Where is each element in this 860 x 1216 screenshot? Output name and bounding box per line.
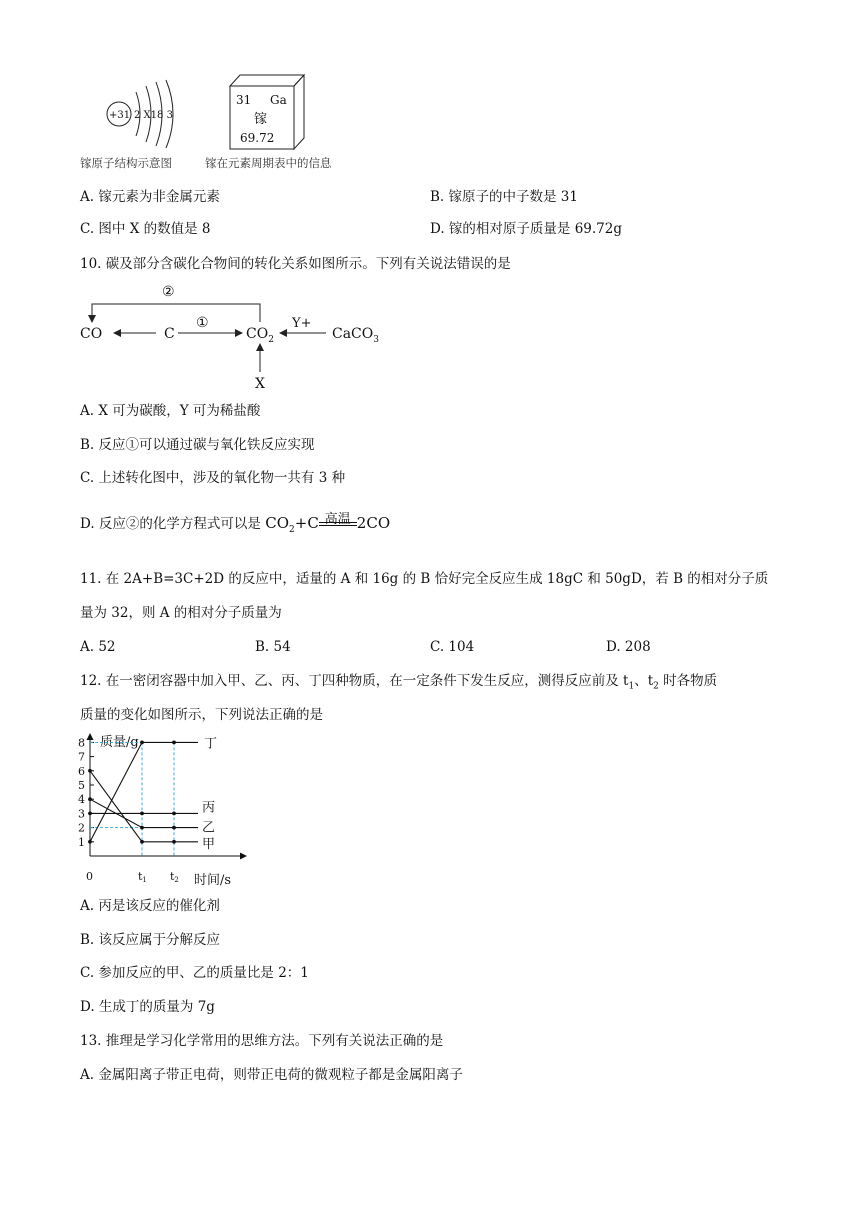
series-label: 丙 — [202, 800, 216, 816]
y-tick-label: 4 — [78, 793, 85, 807]
data-point — [140, 840, 144, 844]
series-line-3 — [90, 771, 198, 842]
data-point — [88, 769, 92, 773]
caption-cell: 镓在元素周期表中的信息 — [205, 156, 332, 170]
equation: $CO_2+C$ 高温 2CO — [265, 512, 391, 535]
y-tick-label: 2 — [78, 821, 85, 835]
data-point — [140, 741, 144, 745]
q12-option-c: C. 参加反应的甲、乙的质量比是 2：1 — [80, 965, 309, 981]
periodic-cell — [226, 72, 308, 152]
data-point — [172, 812, 176, 816]
condition-label: 高温 — [324, 512, 351, 527]
q10-stem: 10. 碳及部分含碳化合物间的转化关系如图所示。下列有关说法错误的是 — [80, 256, 511, 272]
q12-option-b: B. 该反应属于分解反应 — [80, 932, 221, 948]
series-label: 甲 — [202, 836, 216, 852]
q9-option-b: B. 镓原子的中子数是 31 — [430, 189, 578, 205]
q12-option-d: D. 生成丁的质量为 7g — [80, 999, 215, 1015]
q11-option-a: A. 52 — [80, 639, 116, 655]
reagent-y: Y+ — [292, 316, 312, 331]
x-axis-label: 时间/s — [194, 873, 232, 888]
y-tick-label: 3 — [78, 807, 85, 821]
x-tick-label: t1 — [138, 870, 147, 884]
node-caco3: CaCO$_3$ — [332, 326, 379, 345]
q11-stem-line2: 量为 32，则 A 的相对分子质量为 — [80, 605, 282, 621]
data-point — [140, 812, 144, 816]
series-label: 乙 — [202, 820, 216, 836]
q10-option-b: B. 反应①可以通过碳与氧化铁反应实现 — [80, 437, 315, 453]
q12-stem-line2: 质量的变化如图所示，下列说法正确的是 — [80, 707, 323, 723]
mass-time-chart — [76, 728, 256, 890]
q9-option-c: C. 图中 X 的数值是 8 — [80, 221, 211, 237]
x-tick-label: 0 — [86, 870, 93, 883]
node-co2: $CO_2$ — [246, 326, 274, 345]
shell-electrons: 2 X18 3 — [134, 110, 173, 121]
node-co: CO — [80, 326, 103, 342]
q11-option-b: B. 54 — [255, 639, 291, 655]
q12-option-a: A. 丙是该反应的催化剂 — [80, 898, 220, 914]
q12-stem-line1: 12. 在一密闭容器中加入甲、乙、丙、丁四种物质，在一定条件下发生反应，测得反应前及 $t_1$、$t_2$ 时各物质 — [80, 673, 718, 692]
data-point — [88, 812, 92, 816]
data-point — [172, 840, 176, 844]
q10-option-d-prefix: D. 反应②的化学方程式可以是 — [80, 516, 261, 532]
data-point — [140, 826, 144, 830]
data-point — [88, 840, 92, 844]
q10-option-c: C. 上述转化图中，涉及的氧化物一共有 3 种 — [80, 470, 346, 486]
data-point — [172, 741, 176, 745]
q9-option-d: D. 镓的相对原子质量是 69.72g — [430, 221, 623, 237]
y-tick-label: 1 — [78, 835, 85, 849]
y-tick-label: 6 — [78, 764, 85, 778]
reagent-x: X — [255, 376, 265, 392]
q9-option-a: A. 镓元素为非金属元素 — [80, 189, 220, 205]
q11-option-d: D. 208 — [606, 639, 651, 655]
atomic-mass: 69.72 — [240, 131, 275, 145]
q10-option-d — [80, 514, 390, 539]
y-tick-label: 8 — [78, 736, 85, 750]
q13-stem: 13. 推理是学习化学常用的思维方法。下列有关说法正确的是 — [80, 1033, 444, 1049]
q11-option-c: C. 104 — [430, 639, 475, 655]
y-tick-label: 7 — [78, 750, 85, 764]
nucleus-charge: +31 — [109, 110, 131, 121]
series-label: 丁 — [204, 736, 218, 752]
node-c: C — [164, 326, 175, 342]
q13-option-a: A. 金属阳离子带正电荷，则带正电荷的微观粒子都是金属阳离子 — [80, 1067, 463, 1083]
x-tick-label: t2 — [170, 870, 179, 884]
q11-stem-line1: 11. 在 2A+B=3C+2D 的反应中，适量的 A 和 16g 的 B 恰好完全反应生成 18gC 和 50gD，若 B 的相对分子质 — [80, 571, 769, 587]
atomic-number: 31 — [236, 93, 252, 107]
reaction-2-label: ② — [162, 284, 175, 300]
data-point — [88, 797, 92, 801]
y-axis-label: 质量/g — [100, 735, 139, 750]
q10-option-a: A. X 可为碳酸，Y 可为稀盐酸 — [80, 403, 261, 419]
carbon-conversion-diagram — [78, 280, 398, 392]
element-name: 镓 — [254, 112, 268, 127]
reaction-1-label: ① — [196, 315, 209, 331]
element-symbol: Ga — [270, 93, 287, 107]
y-tick-label: 5 — [78, 779, 85, 792]
data-point — [172, 826, 176, 830]
caption-atom: 镓原子结构示意图 — [80, 156, 172, 170]
atom-structure-diagram — [100, 78, 190, 150]
